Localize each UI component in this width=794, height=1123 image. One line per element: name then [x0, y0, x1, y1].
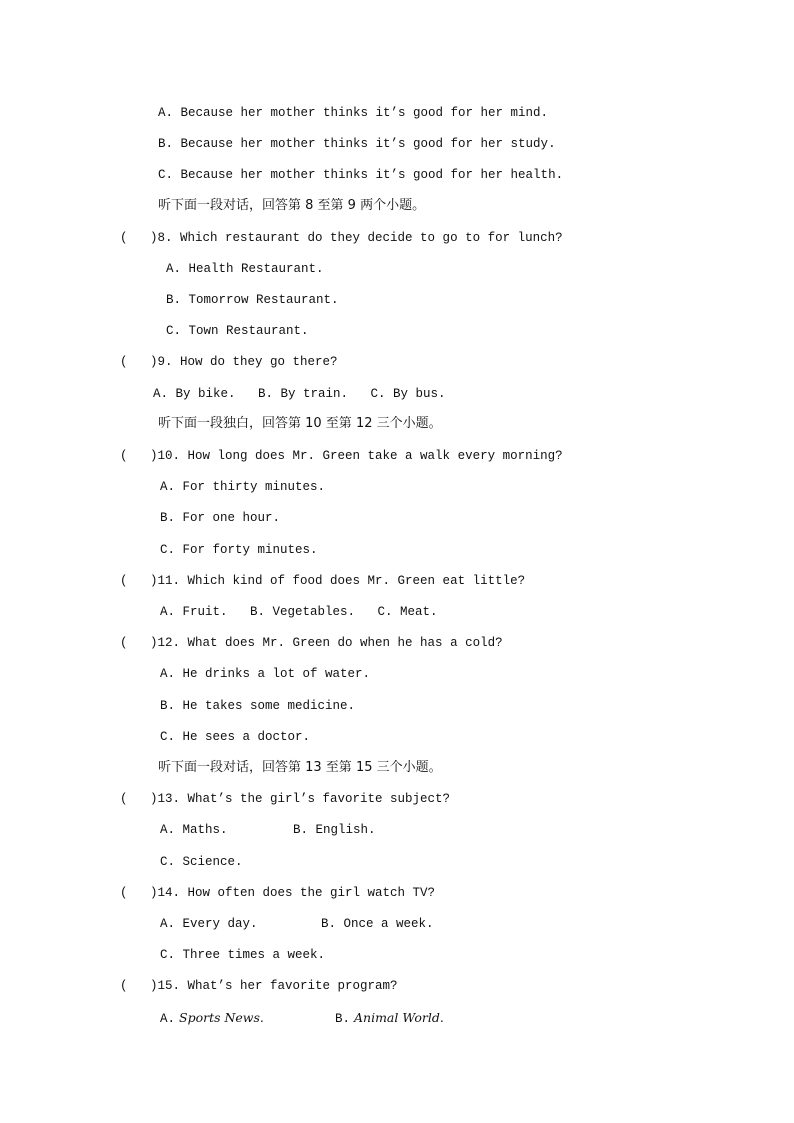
q15-option-a: [160, 1010, 264, 1027]
question-11: [120, 573, 525, 589]
question-8: [120, 230, 563, 246]
answer-bracket: ( ): [120, 636, 158, 650]
question-14-text: 14. How often does the girl watch TV?: [157, 886, 436, 900]
q13-option-a: A. Maths.: [160, 823, 228, 837]
q7-option-b: B. Because her mother thinks it’s good for her study.: [158, 137, 556, 151]
section-instruction-10-12: 听下面一段独白，回答第 10 至第 12 三个小题。: [158, 416, 442, 431]
q9-options: A. By bike. B. By train. C. By bus.: [153, 387, 446, 401]
q10-option-b: B. For one hour.: [160, 511, 281, 525]
q14-option-c: C. Three times a week.: [160, 948, 326, 962]
question-13-text: 13. What’s the girl’s favorite subject?: [157, 792, 451, 806]
question-11-text: 11. Which kind of food does Mr. Green eat little?: [157, 574, 526, 588]
question-8-text: 8. Which restaurant do they decide to go to for lunch?: [157, 231, 563, 245]
question-15-text: 15. What’s her favorite program?: [157, 979, 398, 993]
q13-option-b: B. English.: [293, 823, 376, 837]
answer-bracket: ( ): [120, 355, 158, 369]
question-10: [120, 448, 563, 464]
q14-option-b: B. Once a week.: [321, 917, 434, 931]
question-14: [120, 885, 435, 901]
q10-option-c: C. For forty minutes.: [160, 543, 318, 557]
question-12: [120, 635, 503, 651]
answer-bracket: ( ): [120, 231, 158, 245]
q7-option-c: C. Because her mother thinks it’s good for her health.: [158, 168, 564, 182]
section-instruction-8-9: 听下面一段对话，回答第 8 至第 9 两个小题。: [158, 198, 426, 213]
q14-option-a: A. Every day.: [160, 917, 258, 931]
answer-bracket: ( ): [120, 449, 158, 463]
option-text: Animal World.: [354, 1010, 444, 1025]
q12-option-a: A. He drinks a lot of water.: [160, 667, 371, 681]
q7-option-a: A. Because her mother thinks it’s good for her mind.: [158, 106, 549, 120]
question-9-text: 9. How do they go there?: [157, 355, 338, 369]
answer-bracket: ( ): [120, 979, 158, 993]
q12-option-b: B. He takes some medicine.: [160, 699, 356, 713]
question-13: [120, 791, 450, 807]
q8-option-c: C. Town Restaurant.: [166, 324, 309, 338]
q8-option-b: B. Tomorrow Restaurant.: [166, 293, 339, 307]
answer-bracket: ( ): [120, 792, 158, 806]
answer-bracket: ( ): [120, 886, 158, 900]
option-letter: B.: [335, 1012, 351, 1026]
section-instruction-13-15: 听下面一段对话，回答第 13 至第 15 三个小题。: [158, 760, 442, 775]
q11-options: A. Fruit. B. Vegetables. C. Meat.: [160, 605, 438, 619]
q10-option-a: A. For thirty minutes.: [160, 480, 326, 494]
question-9: [120, 354, 338, 370]
question-15: [120, 978, 398, 994]
q8-option-a: A. Health Restaurant.: [166, 262, 324, 276]
answer-bracket: ( ): [120, 574, 158, 588]
question-12-text: 12. What does Mr. Green do when he has a cold?: [157, 636, 503, 650]
q12-option-c: C. He sees a doctor.: [160, 730, 311, 744]
option-letter: A.: [160, 1012, 176, 1026]
q13-option-c: C. Science.: [160, 855, 243, 869]
question-10-text: 10. How long does Mr. Green take a walk every morning?: [157, 449, 563, 463]
q15-option-b: [335, 1010, 444, 1027]
option-text: Sports News.: [179, 1010, 264, 1025]
